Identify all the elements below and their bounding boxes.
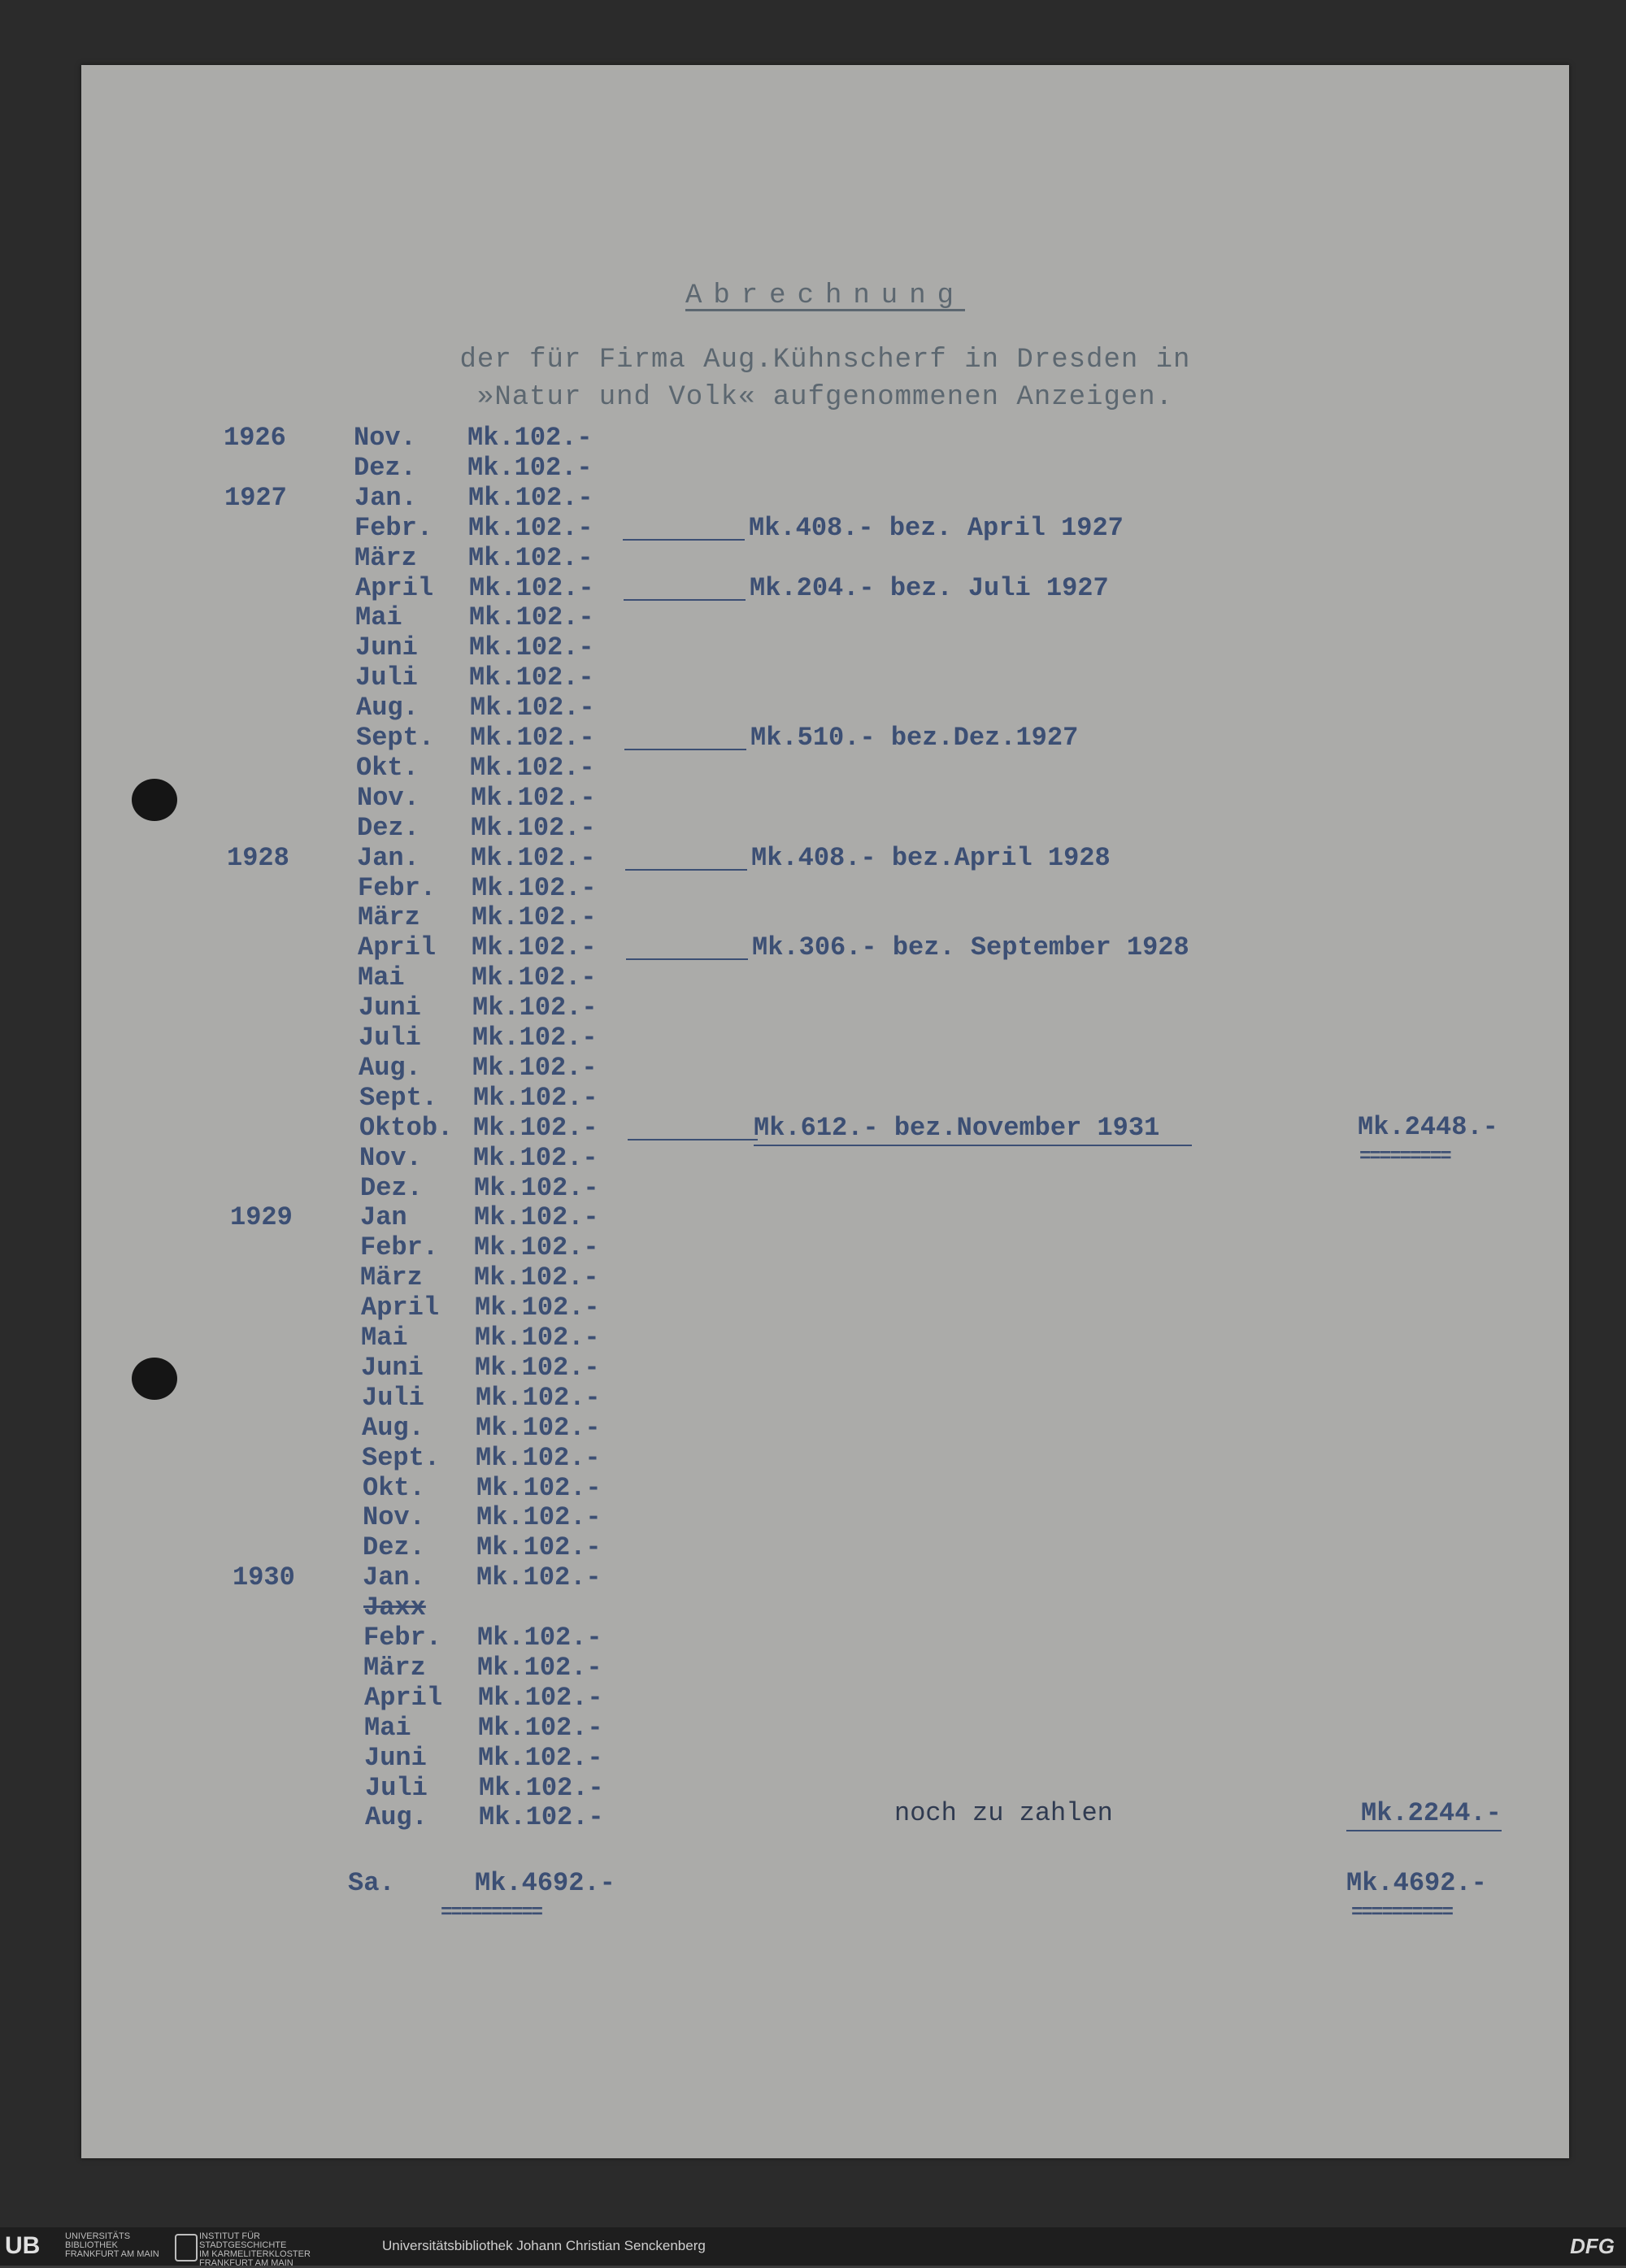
ledger-row <box>227 843 731 875</box>
ledger-amount: Mk.102.- <box>469 632 594 663</box>
ledger-month: Aug. <box>356 693 419 723</box>
ledger-amount: Mk.102.- <box>473 1112 598 1143</box>
ledger-row <box>229 1083 733 1115</box>
ledger-amount: Mk.102.- <box>471 812 596 843</box>
ledger-amount: Mk.102.- <box>472 872 597 903</box>
ledger-month: April <box>364 1682 443 1713</box>
ledger-month: April <box>361 1293 440 1323</box>
library-name: Universitätsbibliothek Johann Christian Senckenberg <box>382 2238 706 2253</box>
ledger-month: Sept. <box>356 723 435 753</box>
ledger-row <box>232 1383 736 1415</box>
ledger-row <box>231 1323 735 1355</box>
ledger-amount: Mk.102.- <box>472 932 597 963</box>
ledger-month: Juli <box>362 1382 424 1413</box>
ledger-row <box>225 663 729 695</box>
payment-leader-line <box>624 599 746 601</box>
ledger-amount: Mk.102.- <box>472 962 597 993</box>
ledger-amount: Mk.102.- <box>474 1172 599 1203</box>
ledger-month: Aug. <box>359 1052 421 1083</box>
ub-name <box>65 2232 159 2259</box>
ledger-row <box>233 1473 737 1505</box>
ledger-amount: Mk.102.- <box>474 1232 599 1263</box>
ledger-row <box>227 783 731 815</box>
ledger-row <box>234 1743 738 1775</box>
ledger-month: März <box>358 902 420 933</box>
ledger-row <box>233 1653 737 1685</box>
ledger-month: Mai <box>364 1712 411 1743</box>
ledger-amount: Mk.102.- <box>476 1382 601 1413</box>
ledger-amount: Mk.102.- <box>469 663 594 693</box>
ledger-month: Nov. <box>363 1502 425 1533</box>
ledger-row <box>231 1353 735 1385</box>
ledger-amount: Mk.102.- <box>476 1502 602 1533</box>
ledger-row <box>229 1143 733 1175</box>
sum-label: Sa. <box>348 1868 395 1898</box>
dfg-logo: DFG <box>1570 2234 1615 2258</box>
payment-leader-line <box>626 958 748 960</box>
ledger-month: Jaxx <box>363 1592 426 1623</box>
ledger-amount: Mk.102.- <box>471 842 596 873</box>
ledger-month: Nov. <box>357 782 420 813</box>
grand-total-rule: ========== <box>1351 1902 1453 1924</box>
ledger-row <box>235 1802 739 1835</box>
payment-note: Mk.408.- bez. April 1927 <box>749 512 1124 543</box>
ledger-month: Juni <box>361 1352 424 1383</box>
ledger-amount: Mk.102.- <box>470 752 595 783</box>
ledger-amount: Mk.102.- <box>474 1202 599 1233</box>
grand-total: Mk.4692.- <box>1346 1868 1487 1898</box>
ledger-row <box>225 602 729 635</box>
ledger-amount: Mk.102.- <box>475 1293 600 1323</box>
ledger-row <box>228 932 732 965</box>
ledger-month: Dez. <box>357 812 420 843</box>
ledger-row <box>224 453 728 485</box>
ledger-row <box>232 1413 736 1445</box>
ledger-amount: Mk.102.- <box>474 1262 599 1293</box>
ledger-amount: Mk.102.- <box>468 542 593 573</box>
ledger-month: April <box>358 932 437 963</box>
ledger-amount: Mk.102.- <box>476 1562 602 1593</box>
ledger-amount: Mk.102.- <box>478 1712 603 1743</box>
isg-line-1: INSTITUT FÜR <box>199 2231 260 2241</box>
ledger-month: März <box>363 1652 426 1683</box>
isg-line-3: IM KARMELITERKLOSTER <box>199 2249 311 2259</box>
ledger-amount: Mk.102.- <box>476 1532 602 1563</box>
payment-note: Mk.306.- bez. September 1928 <box>752 932 1189 963</box>
ledger-month: März <box>360 1262 423 1293</box>
isg-line-4: FRANKFURT AM MAIN <box>199 2258 293 2268</box>
sum-rule: ========== <box>441 1902 542 1924</box>
sum-amount: Mk.4692.- <box>475 1868 615 1898</box>
ledger-amount: Mk.102.- <box>478 1742 603 1773</box>
document-subtitle <box>81 341 1569 416</box>
ledger-month: Juli <box>355 663 418 693</box>
ledger-row <box>228 962 732 995</box>
ledger-row <box>232 1443 736 1475</box>
ledger-month: Jan <box>360 1202 407 1233</box>
heading-text: Abrechnung <box>685 280 966 311</box>
ledger-month: Juni <box>364 1742 427 1773</box>
ledger-month: Jan. <box>363 1562 425 1593</box>
punch-hole-top <box>132 779 177 821</box>
ledger-amount: Mk.102.- <box>468 482 593 513</box>
ledger-row <box>225 632 729 665</box>
ledger-amount: Mk.102.- <box>473 1082 598 1113</box>
ledger-row <box>224 513 728 545</box>
ledger-amount: Mk.102.- <box>476 1412 601 1443</box>
ledger-year: 1929 <box>230 1202 293 1233</box>
document-sheet <box>81 65 1569 2158</box>
ub-line-2: BIBLIOTHEK <box>65 2240 118 2250</box>
ledger-row <box>234 1683 738 1715</box>
ledger-row <box>229 1113 733 1145</box>
ledger-month: Juli <box>365 1772 428 1803</box>
ledger-amount: Mk.102.- <box>470 723 595 753</box>
ledger-amount: Mk.102.- <box>475 1323 600 1353</box>
payment-note: Mk.612.- bez.November 1931 <box>754 1113 1192 1146</box>
ledger-row <box>233 1532 737 1565</box>
ub-line-3: FRANKFURT AM MAIN <box>65 2249 159 2259</box>
ledger-amount: Mk.102.- <box>471 782 596 813</box>
ledger-row <box>224 483 728 515</box>
ledger-amount: Mk.102.- <box>472 1023 598 1053</box>
ledger-row <box>233 1562 737 1595</box>
ledger-month: Mai <box>358 962 405 993</box>
ledger-amount: Mk.102.- <box>475 1352 600 1383</box>
ledger-month: Nov. <box>359 1142 422 1173</box>
ledger-month: Febr. <box>363 1623 442 1653</box>
ledger-row <box>224 423 728 455</box>
ledger-month: Jan. <box>354 482 417 513</box>
ledger-month: Dez. <box>363 1532 425 1563</box>
ledger-month: April <box>355 572 434 603</box>
ledger-row <box>228 1023 733 1055</box>
ledger-amount: Mk.102.- <box>477 1652 602 1683</box>
ledger-row <box>233 1502 737 1535</box>
ledger-amount: Mk.102.- <box>472 1052 598 1083</box>
ledger-row <box>231 1293 735 1325</box>
ledger-month: Dez. <box>360 1172 423 1203</box>
remaining-label: noch zu zahlen <box>894 1798 1113 1828</box>
ledger-month: Aug. <box>362 1412 424 1443</box>
ledger-row <box>226 693 730 725</box>
ledger-amount: Mk.102.- <box>468 512 593 543</box>
ledger-row <box>230 1173 734 1206</box>
subtitle-line-2: »Natur und Volk« aufgenommenen Anzeigen. <box>476 382 1174 413</box>
ledger-month: Febr. <box>354 512 433 543</box>
ledger-month: Sept. <box>362 1442 441 1473</box>
isg-line-2: STADTGESCHICHTE <box>199 2240 287 2250</box>
ledger-month: Aug. <box>365 1802 428 1833</box>
archive-footer <box>0 2227 1626 2266</box>
ledger-amount: Mk.102.- <box>467 423 593 453</box>
ledger-row <box>230 1262 734 1295</box>
ledger-amount: Mk.102.- <box>478 1682 603 1713</box>
ledger-amount: Mk.102.- <box>476 1472 602 1503</box>
ledger-amount: Mk.102.- <box>472 993 598 1023</box>
ledger-month: Okt. <box>356 752 419 783</box>
ledger-row <box>226 723 730 755</box>
ledger-month: Okt. <box>363 1472 425 1503</box>
paid-total-rule: ========= <box>1359 1146 1450 1168</box>
ledger-row <box>227 813 731 845</box>
ledger-amount: Mk.102.- <box>470 693 595 723</box>
ledger-row <box>228 1053 733 1085</box>
ledger-year: 1926 <box>224 423 286 453</box>
payment-leader-line <box>623 539 745 541</box>
payment-leader-line <box>624 749 746 750</box>
ledger-month: Juli <box>359 1023 421 1053</box>
ledger-month: Dez. <box>354 452 416 483</box>
ledger-amount: Mk.102.- <box>473 1142 598 1173</box>
ledger-row <box>225 573 729 606</box>
document-heading <box>81 280 1569 311</box>
ledger-row <box>228 902 732 935</box>
punch-hole-bottom <box>132 1358 177 1400</box>
ledger-amount: Mk.102.- <box>477 1623 602 1653</box>
ledger-amount: Mk.102.- <box>469 572 594 603</box>
ub-logo: UB <box>5 2232 41 2259</box>
ledger-month: Mai <box>355 602 402 633</box>
ledger-month: Juni <box>359 993 421 1023</box>
isg-seal-icon <box>175 2234 198 2261</box>
ledger-amount: Mk.102.- <box>467 452 593 483</box>
ledger-month: Nov. <box>354 423 416 453</box>
ledger-row <box>233 1623 737 1655</box>
ledger-amount: Mk.102.- <box>479 1802 604 1833</box>
ledger-amount: Mk.102.- <box>469 602 594 633</box>
ledger-row <box>234 1713 738 1745</box>
payment-note: Mk.408.- bez.April 1928 <box>751 842 1111 873</box>
ledger-row <box>228 873 732 906</box>
ledger-year: 1928 <box>227 842 289 873</box>
ledger-month: Febr. <box>358 872 437 903</box>
payment-leader-line <box>625 869 747 871</box>
ledger-row <box>228 993 733 1025</box>
paid-total: Mk.2448.- <box>1358 1112 1498 1142</box>
ub-line-1: UNIVERSITÄTS <box>65 2231 131 2241</box>
ledger-month: Sept. <box>359 1082 438 1113</box>
ledger-row <box>233 1592 737 1625</box>
payment-leader-line <box>628 1139 758 1141</box>
ledger-row <box>230 1202 734 1235</box>
ledger-month: Mai <box>361 1323 408 1353</box>
ledger-month: Jan. <box>357 842 420 873</box>
ledger-month: Oktob. <box>359 1112 454 1143</box>
ledger-row <box>224 543 728 576</box>
payment-note: Mk.204.- bez. Juli 1927 <box>750 572 1109 603</box>
ledger-year: 1930 <box>233 1562 295 1593</box>
ledger-month: Juni <box>355 632 418 663</box>
ledger-amount: Mk.102.- <box>479 1772 604 1803</box>
ledger-amount: Mk.102.- <box>476 1442 601 1473</box>
ledger-month: März <box>354 542 417 573</box>
ledger-row <box>226 753 730 785</box>
isg-name <box>199 2232 311 2268</box>
ledger-row <box>230 1232 734 1265</box>
remaining-amount: Mk.2244.- <box>1346 1798 1502 1831</box>
ledger-month: Febr. <box>360 1232 439 1263</box>
ledger-amount: Mk.102.- <box>472 902 597 933</box>
ledger-row <box>235 1773 739 1805</box>
payment-note: Mk.510.- bez.Dez.1927 <box>750 723 1079 753</box>
ledger-year: 1927 <box>224 482 287 513</box>
subtitle-line-1: der für Firma Aug.Kühnscherf in Dresden in <box>459 345 1191 376</box>
